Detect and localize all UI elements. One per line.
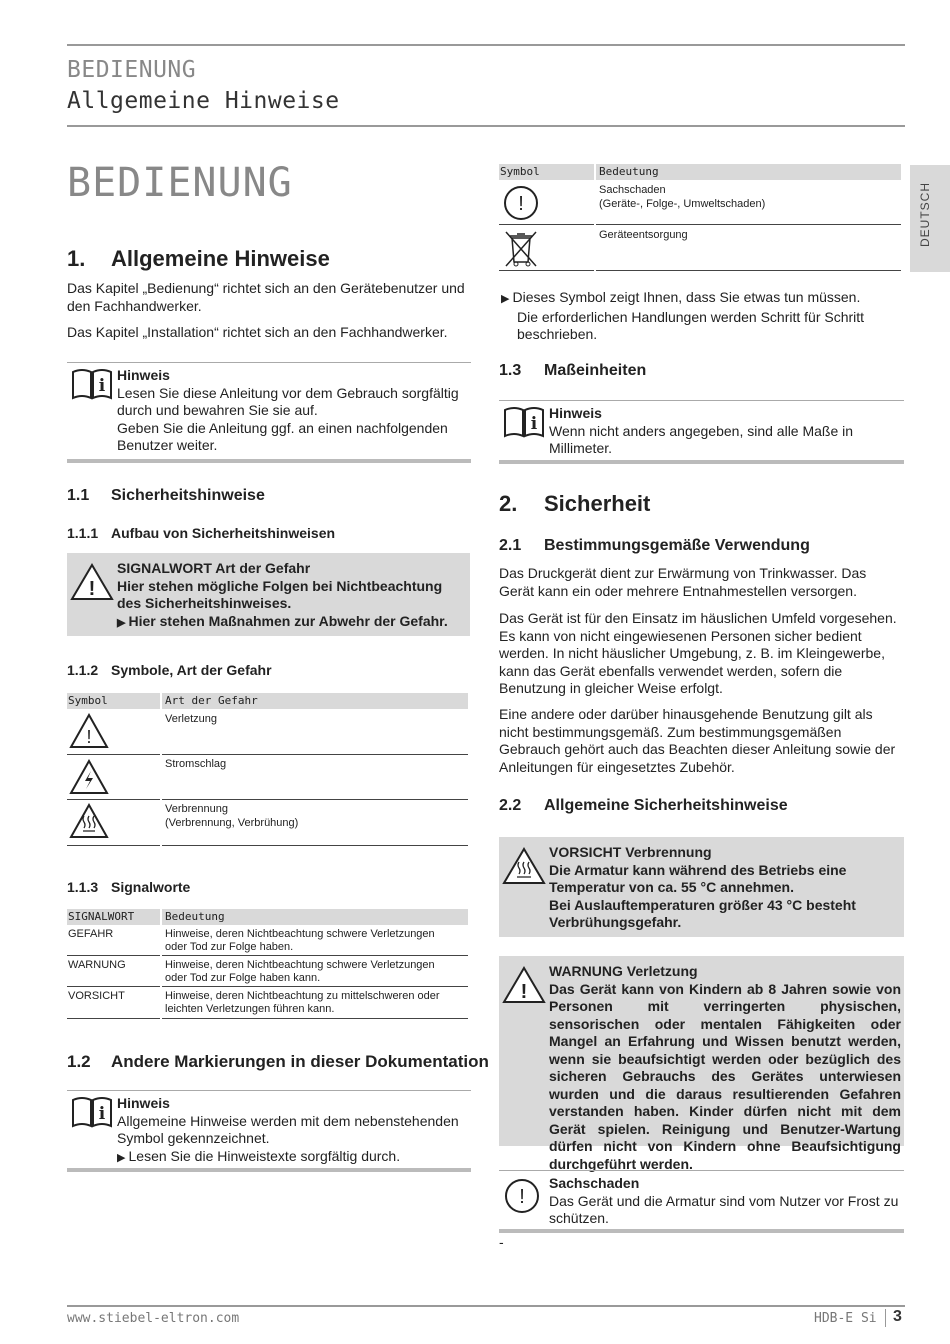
signalword-structure-box <box>67 553 470 636</box>
danger-burn-detail: (Verbrennung, Verbrühung) <box>165 817 299 829</box>
header-rule-top <box>67 44 905 46</box>
warning-triangle-icon <box>502 966 546 1009</box>
signalword-gefahr: GEFAHR <box>68 928 114 940</box>
warning-triangle-icon <box>70 563 114 606</box>
footer-url[interactable]: www.stiebel-eltron.com <box>67 1311 240 1326</box>
footer-model: HDB-E Si <box>814 1311 877 1326</box>
chapter-title: BEDIENUNG <box>67 160 293 206</box>
hot-surface-icon <box>69 803 109 844</box>
danger-electric: Stromschlag <box>165 758 227 770</box>
section-2-1-para-3: Eine andere oder darüber hinausgehende Benutzung gilt als nicht bestimmungsgemäß. Zum bestimmungsgemäßen Gebrauch gehört auch das Beachten dieser Anleitung sowie der Anleitungen für eingesetztes Zubehör. <box>499 706 896 775</box>
material-damage-icon <box>502 184 540 227</box>
signalword-vorsicht: VORSICHT <box>68 990 125 1002</box>
svg-text:i: i <box>530 414 538 434</box>
row-rule <box>67 986 160 987</box>
info-book-icon <box>71 367 113 406</box>
note-line-1: Lesen Sie diese Anleitung vor dem Gebrauch sorgfältig durch und bewahren Sie sie auf. <box>117 384 459 418</box>
note-title: Hinweis <box>117 1095 170 1111</box>
section-1-para-1: Das Kapitel „Bedienung“ richtet sich an den Gerätebenutzer und den Fachhandwerker. <box>67 280 465 314</box>
note-title: Sachschaden <box>549 1175 640 1191</box>
box-line-2: ▶ Hier stehen Maßnahmen zur Abwehr der Gefahr. <box>117 612 448 629</box>
col-symbol: Symbol <box>68 694 108 707</box>
section-1-1-2-heading: 1.1.2 Symbole, Art der Gefahr <box>67 662 272 678</box>
header-section: BEDIENUNG <box>67 57 197 83</box>
row-rule <box>67 1018 160 1019</box>
col-meaning: Bedeutung <box>599 165 659 178</box>
meaning-vorsicht: Hinweise, deren Nichtbeachtung zu mittelschweren oder leichten Verletzungen führen kann. <box>165 990 440 1015</box>
section-1-1-3-heading: 1.1.3 Signalworte <box>67 879 191 895</box>
section-1-1-heading: 1.1 Sicherheitshinweise <box>67 487 265 504</box>
row-rule <box>596 270 901 271</box>
action-hint: ▶ Dieses Symbol zeigt Ihnen, dass Sie etwas tun müssen. Die erforderlichen Handlungen werden Schritt für Schritt beschrieben. <box>501 289 865 342</box>
page-number: 3 <box>893 1308 902 1325</box>
note-box-2 <box>67 1090 471 1172</box>
row-rule <box>596 224 901 225</box>
svg-text:!: ! <box>88 578 96 600</box>
box-title: VORSICHT Verbrennung <box>549 844 712 860</box>
row-rule <box>67 955 160 956</box>
row-rule <box>67 754 160 755</box>
meaning-material-damage: Sachschaden (Geräte-, Folge-, Umweltschaden) <box>599 184 766 210</box>
row-rule <box>499 270 594 271</box>
section-2-heading: 2. Sicherheit <box>499 491 651 516</box>
meaning-disposal: Geräteentsorgung <box>599 229 688 241</box>
note-line-2: ▶ Lesen Sie die Hinweistexte sorgfältig durch. <box>117 1147 401 1164</box>
section-1-3-heading: 1.3 Maßeinheiten <box>499 362 647 379</box>
hot-surface-icon <box>502 847 546 890</box>
svg-text:!: ! <box>519 1186 525 1208</box>
info-book-icon <box>503 405 545 444</box>
col-signalword: SIGNALWORT <box>68 910 135 923</box>
box-line-2: Bei Auslauftemperaturen größer 43 °C besteht Verbrühungsgefahr. <box>549 896 856 930</box>
note-line-1: Allgemeine Hinweise werden mit dem nebenstehenden Symbol gekennzeichnet. <box>117 1112 459 1146</box>
note-title: Hinweis <box>549 405 602 421</box>
row-rule <box>162 986 468 987</box>
section-2-1-para-2: Das Gerät ist für den Einsatz im häuslichen Umfeld vorgesehen. Es kann von nicht eingewiesenen Personen sicher bedient werden. In nicht häuslicher Umgebung, z. B. im Kleingewerbe, kann das Gerät ebenfalls verwendet werden, sofern die Benutzung in gleicher Weise erfolgt. <box>499 610 897 696</box>
section-2-1-heading: 2.1 Bestimmungsgemäße Verwendung <box>499 537 810 554</box>
box-line-1: Die Armatur kann während des Betriebs eine Temperatur von ca. 55 °C annehmen. <box>549 861 847 895</box>
footer-divider <box>885 1309 886 1327</box>
material-damage-box <box>499 1170 904 1233</box>
section-2-2-heading: 2.2 Allgemeine Sicherheitshinweise <box>499 797 788 814</box>
header-rule-bottom <box>67 125 905 127</box>
note-line-1: Das Gerät und die Armatur sind vom Nutzer vor Frost zu schützen. <box>549 1192 899 1226</box>
col-meaning: Bedeutung <box>165 910 225 923</box>
section-1-para-2: Das Kapitel „Installation“ richtet sich an den Fachhandwerker. <box>67 324 448 340</box>
footer-rule <box>67 1305 905 1307</box>
row-rule <box>162 754 468 755</box>
row-rule <box>499 224 594 225</box>
note-box-1 <box>67 362 471 463</box>
caution-burn-box <box>499 837 904 937</box>
signalword-warnung: WARNUNG <box>68 959 126 971</box>
disposal-bin-icon <box>502 228 540 273</box>
language-tab[interactable]: DEUTSCH <box>910 165 950 272</box>
section-1-2-heading: 1.2 Andere Markierungen in dieser Dokumentation <box>67 1052 489 1071</box>
row-rule <box>67 845 160 846</box>
svg-text:i: i <box>98 376 106 396</box>
danger-injury: Verletzung <box>165 713 217 725</box>
box-title: SIGNALWORT Art der Gefahr <box>117 560 311 576</box>
col-symbol: Symbol <box>500 165 540 178</box>
note-box-3 <box>499 400 904 464</box>
svg-text:!: ! <box>86 727 92 747</box>
col-danger: Art der Gefahr <box>165 694 258 707</box>
header-subtitle: Allgemeine Hinweise <box>67 88 340 114</box>
box-title: WARNUNG Verletzung <box>549 963 698 979</box>
svg-text:!: ! <box>520 981 528 1003</box>
note-line-2: Geben Sie die Anleitung ggf. an einen nachfolgenden Benutzer weiter. <box>117 419 448 453</box>
row-rule <box>67 799 160 800</box>
section-1-1-1-heading: 1.1.1 Aufbau von Sicherheitshinweisen <box>67 525 336 541</box>
warning-triangle-icon <box>69 713 109 754</box>
svg-text:!: ! <box>518 193 524 215</box>
box-line-1: Hier stehen mögliche Folgen bei Nichtbeachtung des Sicherheitshinweises. <box>117 577 443 611</box>
warning-injury-box <box>499 956 904 1172</box>
row-rule <box>162 845 468 846</box>
electric-shock-icon <box>69 759 109 800</box>
meaning-warnung: Hinweise, deren Nichtbeachtung schwere Verletzungen oder Tod zur Folge haben kann. <box>165 959 435 984</box>
info-book-icon <box>71 1095 113 1134</box>
row-rule <box>162 1018 468 1019</box>
material-damage-icon <box>503 1177 541 1220</box>
danger-burn: Verbrennung <box>165 803 228 815</box>
meaning-gefahr: Hinweise, deren Nichtbeachtung schwere Verletzungen oder Tod zur Folge haben. <box>165 928 435 953</box>
box-line-1: Das Gerät kann von Kindern ab 8 Jahren sowie von Personen mit verringerten physischen, sensorischen oder mentalen Fähigkeiten oder Mangel an Erfahrung und Wissen benutzt werden, wenn sie beaufsichtigt werden oder bezüglich des sicheren Gebrauchs des Gerätes unterwiesen wurden und die daraus resultierenden Gefahren verstanden haben. Kinder dürfen nicht mit dem Gerät spielen. Reinigung und Benutzer-Wartung dürfen nicht von Kindern ohne Beaufsichtigung durchgeführt werden. <box>549 980 901 1172</box>
stray-dash: - <box>499 1234 504 1250</box>
section-1-heading: 1. Allgemeine Hinweise <box>67 246 330 271</box>
note-title: Hinweis <box>117 367 170 383</box>
note-line-1: Wenn nicht anders angegeben, sind alle Maße in Millimeter. <box>549 422 854 456</box>
row-rule <box>162 799 468 800</box>
section-2-1-para-1: Das Druckgerät dient zur Erwärmung von Trinkwasser. Das Gerät kann ein oder mehrere Entnahmestellen versorgen. <box>499 565 867 599</box>
svg-text:i: i <box>98 1104 106 1124</box>
row-rule <box>162 955 468 956</box>
